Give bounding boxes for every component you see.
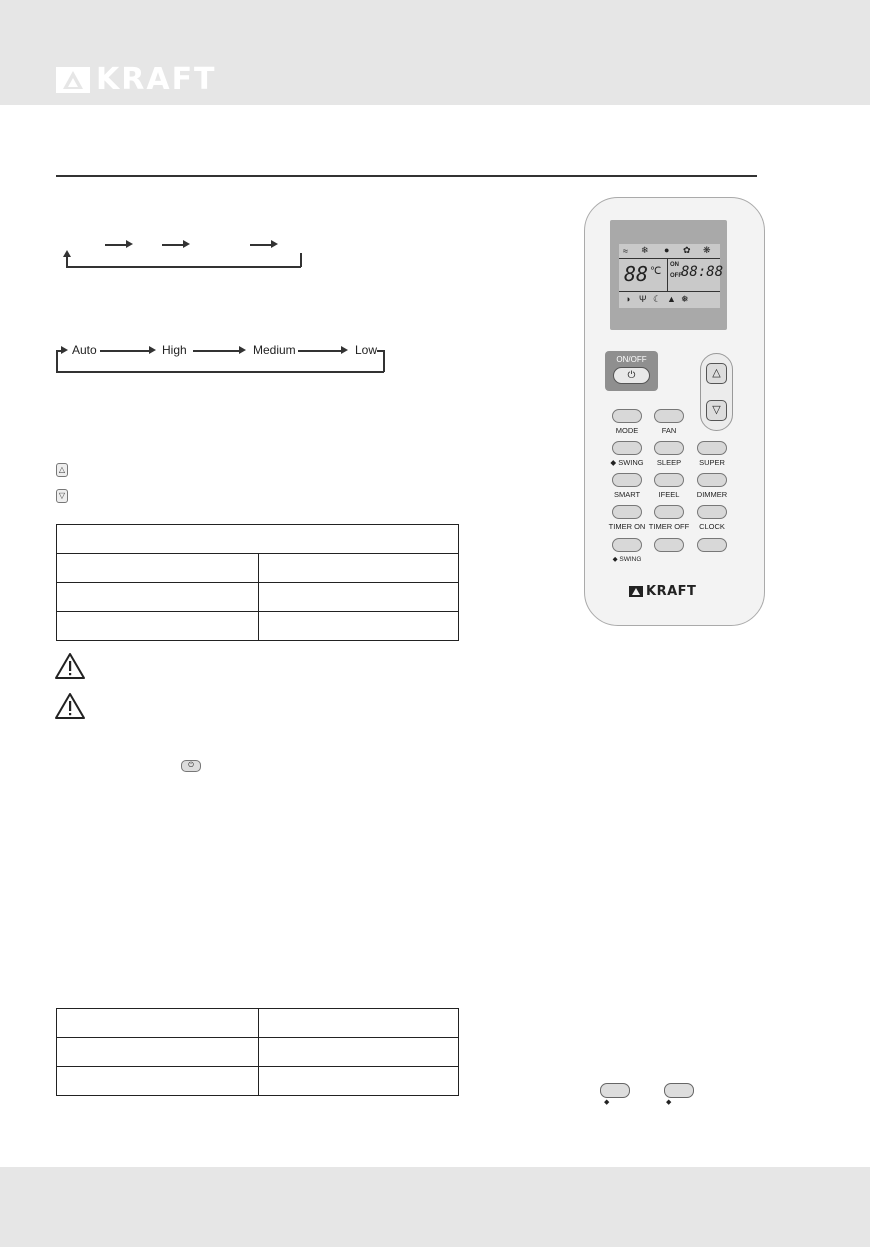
- antenna-icon: Ψ: [639, 294, 647, 304]
- clock-label: CLOCK: [699, 522, 725, 531]
- moon-icon: ☾: [653, 294, 662, 304]
- fan-step-auto: Auto: [72, 343, 97, 357]
- section-rule: [56, 175, 757, 177]
- timer-off-label: TIMER OFF: [648, 522, 690, 531]
- timer-on-label: TIMER ON: [608, 522, 646, 531]
- smart-label: SMART: [613, 490, 641, 499]
- fan-label: FAN: [661, 426, 677, 435]
- table-2: [56, 1008, 459, 1096]
- timer-off-button[interactable]: [654, 505, 684, 519]
- heat-icon: ❋: [703, 245, 711, 255]
- dimmer-button[interactable]: [697, 473, 727, 487]
- sleep-button[interactable]: [654, 441, 684, 455]
- table-row: [57, 525, 459, 554]
- fan-icon: ✿: [683, 245, 691, 255]
- mode-button[interactable]: [612, 409, 642, 423]
- fan-step-medium: Medium: [253, 343, 296, 357]
- timer-on-button[interactable]: [612, 505, 642, 519]
- warning-icon: [54, 692, 86, 720]
- super-label: SUPER: [699, 458, 725, 467]
- remote-brand: [629, 584, 696, 599]
- updown-arrow-icon: ◆: [610, 458, 617, 467]
- sleep-icon: ◑: [625, 294, 631, 304]
- lcd-off-label: OFF: [670, 273, 682, 279]
- table-row: [57, 1009, 259, 1038]
- kraft-logo-icon: [629, 586, 643, 597]
- swing-h-text: SWING: [619, 556, 642, 563]
- lcd-on-label: ON: [670, 262, 679, 268]
- onoff-panel: [605, 351, 658, 391]
- power-button[interactable]: ⏻: [613, 367, 650, 384]
- lcd-temp-unit: ℃: [650, 266, 662, 277]
- brand-name: KRAFT: [96, 62, 217, 97]
- remote-control: [584, 197, 765, 626]
- signal-icon: ≈: [623, 246, 628, 256]
- lcd-clock-digits: 88:88: [681, 264, 724, 280]
- super-button[interactable]: [697, 441, 727, 455]
- sleep-label: SLEEP: [656, 458, 682, 467]
- dry-icon: ●: [664, 245, 670, 255]
- cool-icon: ❄: [641, 245, 649, 255]
- swing-horizontal-button[interactable]: [612, 538, 642, 552]
- inline-power-button-icon: ⏻: [181, 760, 201, 772]
- kraft-logo-icon: [56, 67, 90, 93]
- swing-h-arrow-icon: ◆: [604, 1099, 610, 1106]
- dimmer-label: DIMMER: [696, 490, 728, 499]
- ifeel-label: IFEEL: [658, 490, 680, 499]
- swing-vertical-button[interactable]: [612, 441, 642, 455]
- leftright-arrow-icon: ◆: [612, 556, 618, 563]
- blank-button-1[interactable]: [654, 538, 684, 552]
- warning-icon: [54, 652, 86, 680]
- lcd-frame: [610, 220, 727, 330]
- fan-step-low: Low: [355, 343, 378, 357]
- footer-band: [0, 1167, 870, 1247]
- swing-v-text: SWING: [618, 458, 644, 467]
- super-icon: ❅: [681, 294, 689, 304]
- clock-button[interactable]: [697, 505, 727, 519]
- lcd-display: [619, 244, 724, 308]
- swing-horizontal-label: [602, 555, 652, 563]
- temp-rocker: [700, 353, 733, 431]
- inline-up-button-icon: △: [56, 463, 68, 477]
- blank-button-2[interactable]: [697, 538, 727, 552]
- mode-label: MODE: [615, 426, 639, 435]
- brand-logo: [56, 62, 217, 97]
- swing-v-arrow-icon: ◆: [666, 1099, 672, 1106]
- remote-brand-text: KRAFT: [646, 584, 697, 599]
- temp-down-button[interactable]: ▽: [706, 400, 727, 421]
- triangle-icon: ▲: [667, 294, 676, 304]
- ifeel-button[interactable]: [654, 473, 684, 487]
- lcd-temp-digits: 88: [624, 262, 649, 286]
- temp-up-button[interactable]: △: [706, 363, 727, 384]
- fan-step-high: High: [162, 343, 187, 357]
- fan-button[interactable]: [654, 409, 684, 423]
- onoff-label: ON/OFF: [616, 355, 647, 364]
- inline-swing-v-button-icon: [664, 1083, 694, 1098]
- inline-swing-h-button-icon: [600, 1083, 630, 1098]
- inline-down-button-icon: ▽: [56, 489, 68, 503]
- smart-button[interactable]: [612, 473, 642, 487]
- table-1: [56, 524, 459, 641]
